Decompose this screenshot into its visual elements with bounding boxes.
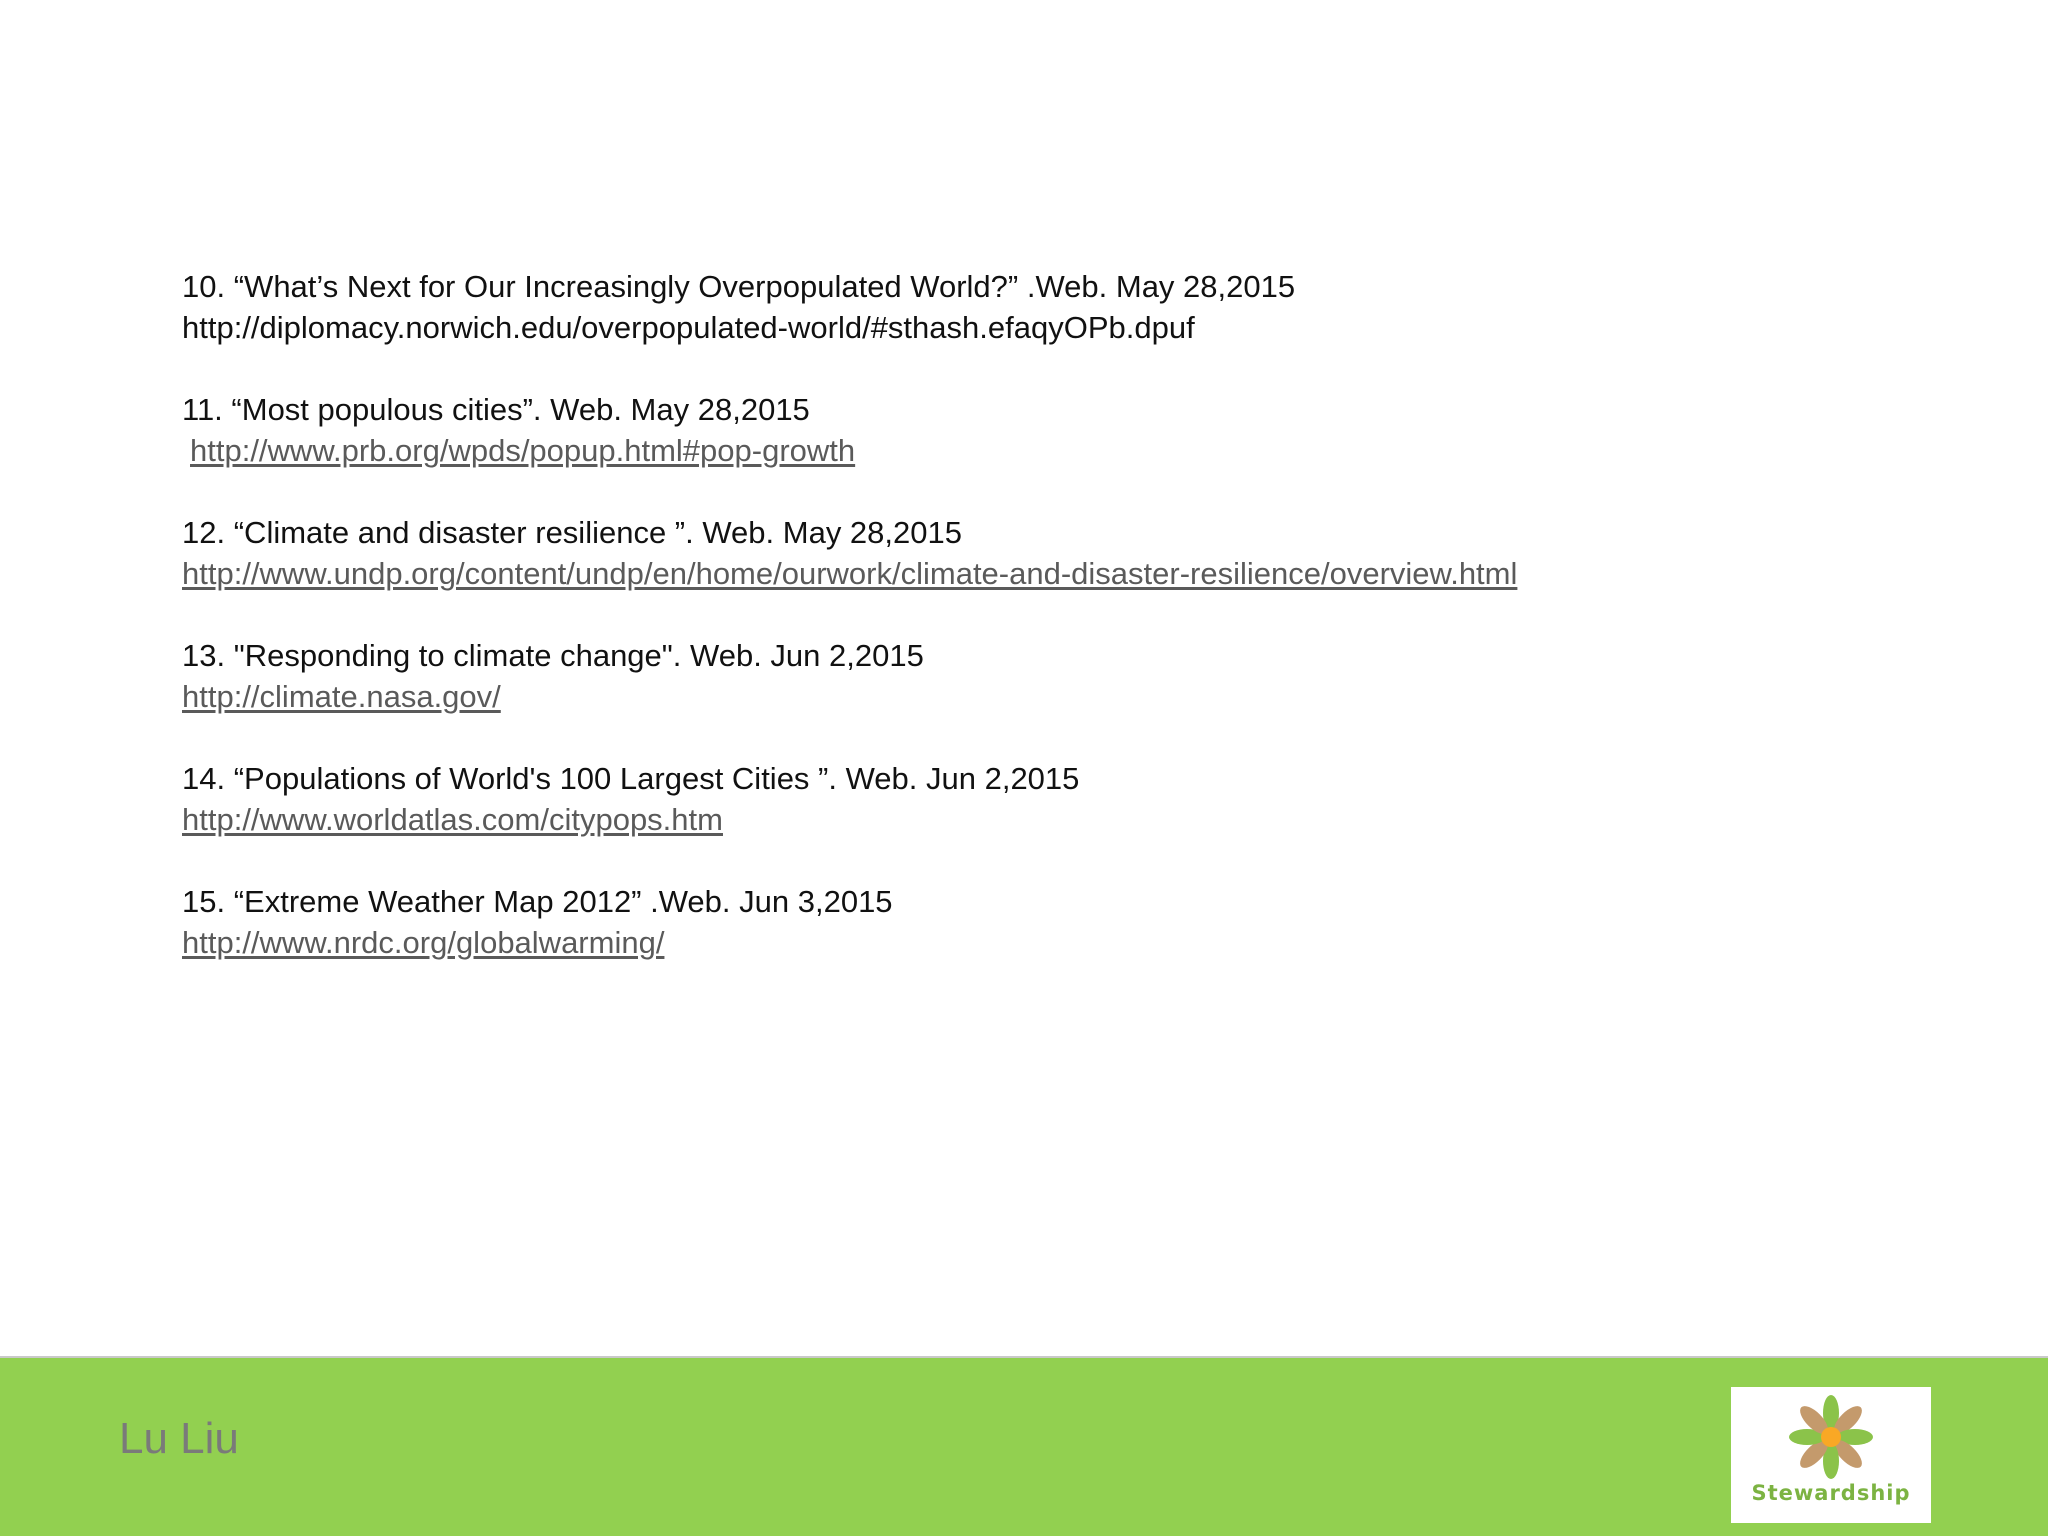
reference-title: “Climate and disaster resilience ”. Web. May 28,2015 xyxy=(233,515,962,550)
reference-citation xyxy=(182,512,2002,553)
footer-bar xyxy=(0,1356,2048,1536)
reference-citation xyxy=(182,881,2002,922)
reference-citation xyxy=(182,266,2002,307)
reference-title: “What’s Next for Our Increasingly Overpopulated World?” .Web. May 28,2015 xyxy=(233,269,1296,304)
reference-link[interactable]: http://www.undp.org/content/undp/en/home/ourwork/climate-and-disaster-resilience/overview.html xyxy=(182,556,1518,591)
reference-link[interactable]: http://climate.nasa.gov/ xyxy=(182,679,501,714)
reference-number: 13. xyxy=(182,638,226,673)
reference-citation xyxy=(182,389,2002,430)
reference-link[interactable]: http://www.prb.org/wpds/popup.html#pop-growth xyxy=(190,433,856,468)
reference-item xyxy=(182,881,2002,963)
reference-number: 10. xyxy=(182,269,226,304)
reference-citation xyxy=(182,635,2002,676)
reference-title: “Most populous cities”. Web. May 28,2015 xyxy=(231,392,810,427)
flower-icon xyxy=(1731,1387,1931,1487)
reference-number: 12. xyxy=(182,515,226,550)
reference-number: 11. xyxy=(182,392,223,427)
reference-item xyxy=(182,512,2002,594)
logo-wordmark: Stewardship xyxy=(1751,1481,1911,1505)
reference-number: 14. xyxy=(182,761,226,796)
reference-title: “Populations of World's 100 Largest Cities ”. Web. Jun 2,2015 xyxy=(233,761,1080,796)
reference-item xyxy=(182,266,2002,348)
author-name: Lu Liu xyxy=(119,1414,239,1463)
reference-number: 15. xyxy=(182,884,226,919)
reference-item xyxy=(182,758,2002,840)
reference-list xyxy=(182,266,2002,1004)
reference-citation xyxy=(182,758,2002,799)
reference-item xyxy=(182,635,2002,717)
reference-link[interactable]: http://www.nrdc.org/globalwarming/ xyxy=(182,925,665,960)
stewardship-logo xyxy=(1731,1387,1931,1523)
reference-url: http://diplomacy.norwich.edu/overpopulated-world/#sthash.efaqyOPb.dpuf xyxy=(182,310,1195,345)
reference-link[interactable]: http://www.worldatlas.com/citypops.htm xyxy=(182,802,723,837)
reference-item xyxy=(182,389,2002,471)
reference-title: “Extreme Weather Map 2012” .Web. Jun 3,2015 xyxy=(233,884,893,919)
reference-title: "Responding to climate change". Web. Jun 2,2015 xyxy=(233,638,924,673)
